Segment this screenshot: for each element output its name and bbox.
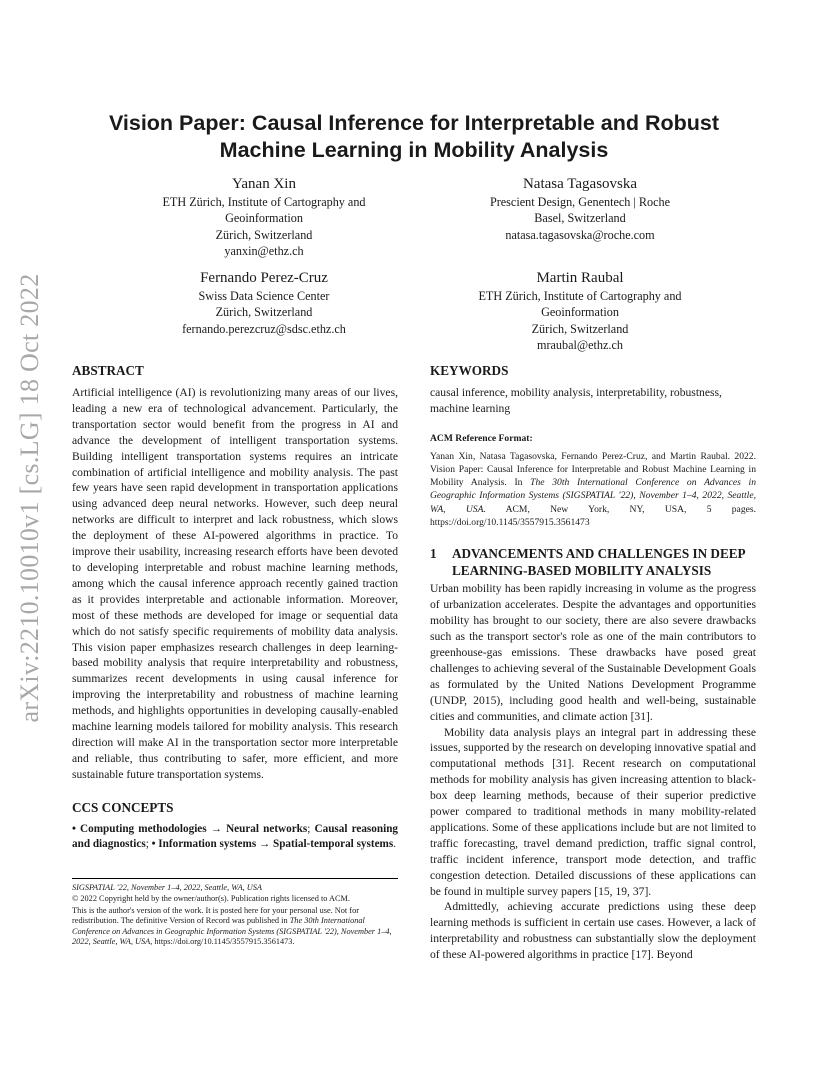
acm-reference-venue: The 30th International Conference on Advances in Geographic Information Systems (SIGSPATIAL '22), November 1–4, 2022, Seattle, WA, USA. (430, 477, 756, 515)
abstract-text: Artificial intelligence (AI) is revolutionizing many areas of our lives, leading a new era of technological advancement. Particularly, the transportation sector would benefit from the progress in AI and advance the development of intelligent transportation systems. Building intelligent transportation systems requires an intricate combination of artificial intelligence and mobility analysis. The past few years have seen rapid development in transportation applications using advanced deep neural networks. However, such deep neural networks are difficult to interpret and lack robustness, which slows the deployment of these AI-powered algorithms in practice. To improve their usability, increasing research efforts have been devoted to developing interpretable and robust machine learning methods, among which the causal inference approach recently gained traction as it provides interpretable and actionable information. Moreover, most of these methods are developed for image or sequential data which do not satisfy specific requirements of mobility data analysis. This vision paper emphasizes research challenges in deep learning-based mobility analysis that require interpretability and robustness, summarizes recent developments in using causal inference for improving the interpretability and robustness of machine learning methods, and highlights opportunities in developing causally-enabled machine learning models tailored for mobility analysis. This research direction will make AI in the transportation sector more interpretable and reliable, thus contributing to safer, more efficient, and more sustainable future transportation systems. (72, 386, 398, 781)
footnote (72, 878, 398, 948)
footnote-venue: SIGSPATIAL '22, November 1–4, 2022, Seattle, WA, USA (72, 883, 263, 892)
footnote-note: This is the author's version of the work. It is posted here for your personal use. Not for redistribution. The definitive Version of Record was published in The 30th International Conference on Advances in Geographic Information Systems (SIGSPATIAL '22), November 1–4, 2022, Seattle, WA, USA, https://doi.org/10.1145/3557915.3561473. (72, 905, 392, 947)
author-affiliation: Prescient Design, Genentech | Roche (489, 195, 671, 209)
author-name: Yanan Xin (232, 176, 296, 192)
section1-number: 1 (430, 545, 437, 561)
left-column (72, 362, 398, 852)
footnote-venue-full: The 30th International Conference on Advances in Geographic Information Systems (SIGSPATIAL '22), November 1–4, 2022, Seattle, WA, USA (72, 916, 392, 947)
author-location: Zürich, Switzerland (215, 227, 313, 242)
author-location: Basel, Switzerland (534, 211, 626, 226)
author-email[interactable]: fernando.perezcruz@sdsc.ethz.ch (182, 321, 346, 336)
author-name: Natasa Tagasovska (522, 176, 638, 192)
ccs-separator: . (393, 837, 397, 850)
ccs-concept: • Information systems → Spatial-temporal systems (151, 837, 394, 850)
arxiv-stamp (12, 258, 48, 738)
ccs-heading: CCS CONCEPTS (72, 799, 174, 815)
arxiv-stamp-text: arXiv:2210.10010v1 [cs.LG] 18 Oct 2022 (15, 273, 44, 723)
ccs-separator: ; (307, 822, 315, 835)
author-block (114, 174, 414, 259)
author-affiliation: ETH Zürich, Institute of Cartography and (162, 195, 366, 209)
right-column (430, 362, 756, 963)
keywords-text: causal inference, mobility analysis, interpretability, robustness, machine learning (430, 386, 722, 415)
section1-heading (430, 545, 756, 579)
author-location: Zürich, Switzerland (215, 305, 313, 320)
abstract-heading: ABSTRACT (72, 363, 144, 378)
author-name: Martin Raubal (536, 270, 624, 286)
author-name: Fernando Perez-Cruz (200, 270, 328, 286)
author-location: Zürich, Switzerland (531, 321, 629, 336)
author-email[interactable]: mraubal@ethz.ch (536, 337, 623, 352)
footnote-copyright: © 2022 Copyright held by the owner/author(s). Publication rights licensed to ACM. (72, 894, 350, 904)
ccs-separator: ; (145, 837, 152, 850)
paper-title (60, 110, 768, 164)
section1-title: ADVANCEMENTS AND CHALLENGES IN DEEP LEARNING-BASED MOBILITY ANALYSIS (452, 545, 745, 579)
author-affiliation: Swiss Data Science Center (198, 289, 330, 303)
author-block (114, 268, 414, 337)
ccs-text (72, 822, 398, 852)
author-email[interactable]: natasa.tagasovska@roche.com (505, 227, 655, 242)
author-affiliation: Geoinformation (541, 305, 619, 320)
author-block (430, 268, 730, 353)
section1-paragraph: Admittedly, achieving accurate predictions using these deep learning methods is sufficient in certain use cases. However, a lack of interpretability and robustness can substantially slow the deployment of these AI-powered algorithms in practice [17]. Beyond (430, 900, 756, 962)
ccs-concept: Causal reasoning and diagnostics (72, 822, 399, 850)
section1-paragraph: Mobility data analysis plays an integral part in addressing these issues, supported by the research on developing innovative spatial and computational methods [31]. Recent research on computational methods for mobility analysis has given increasing attention to black-box deep learning methods, because of their superior predictive power compared to traditional methods in many mobility-related applications. Some of these applications include but are not limited to traffic forecasting, travel demand prediction, traffic signal control, traffic incident inference, transport mode detection, and traffic congestion detection. Detailed discussions of these applications can be found in multiple survey papers [15, 19, 37]. (430, 725, 756, 898)
ccs-concept: • Computing methodologies → Neural networks (72, 822, 308, 835)
author-affiliation: Geoinformation (225, 211, 303, 226)
author-email[interactable]: yanxin@ethz.ch (224, 243, 304, 258)
footnote-doi[interactable]: , https://doi.org/10.1145/3557915.3561473. (150, 937, 295, 947)
acm-ref-heading: ACM Reference Format: (430, 432, 533, 444)
author-affiliation: ETH Zürich, Institute of Cartography and (478, 289, 682, 303)
keywords-heading: KEYWORDS (430, 363, 509, 378)
acm-reference: Yanan Xin, Natasa Tagasovska, Fernando Perez-Cruz, and Martin Raubal. 2022. Vision Paper: Causal Inference for Interpretable and Robust Machine Learning in Mobility Analysis. In The 30th International Conference on Advances in Geographic Information Systems (SIGSPATIAL '22), November 1–4, 2022, Seattle, WA, USA. ACM, New York, NY, USA, 5 pages. https://doi.org/10.1145/3557915.3561473 (430, 450, 757, 528)
paper-title-line1: Vision Paper: Causal Inference for Interpretable and Robust (108, 111, 720, 135)
acm-reference-doi[interactable]: ACM, New York, NY, USA, 5 pages. https://doi.org/10.1145/3557915.3561473 (430, 503, 757, 528)
section1-paragraph: Urban mobility has been rapidly increasing in volume as the progress of urbanization accelerates. Despite the advantages and opportunities mobility has brought to our society, there are also severe drawbacks such as the transport sector's role as one of the main contributors to greenhouse-gas emissions. These drawbacks have posed great challenges to achieving several of the Sustainable Development Goals as formulated by the United Nations Development Programme (UNDP, 2015), including good health and well-being, sustainable cities and communities, and climate action [31]. (430, 582, 756, 723)
author-block (430, 174, 730, 243)
paper-title-line2: Machine Learning in Mobility Analysis (219, 138, 609, 162)
